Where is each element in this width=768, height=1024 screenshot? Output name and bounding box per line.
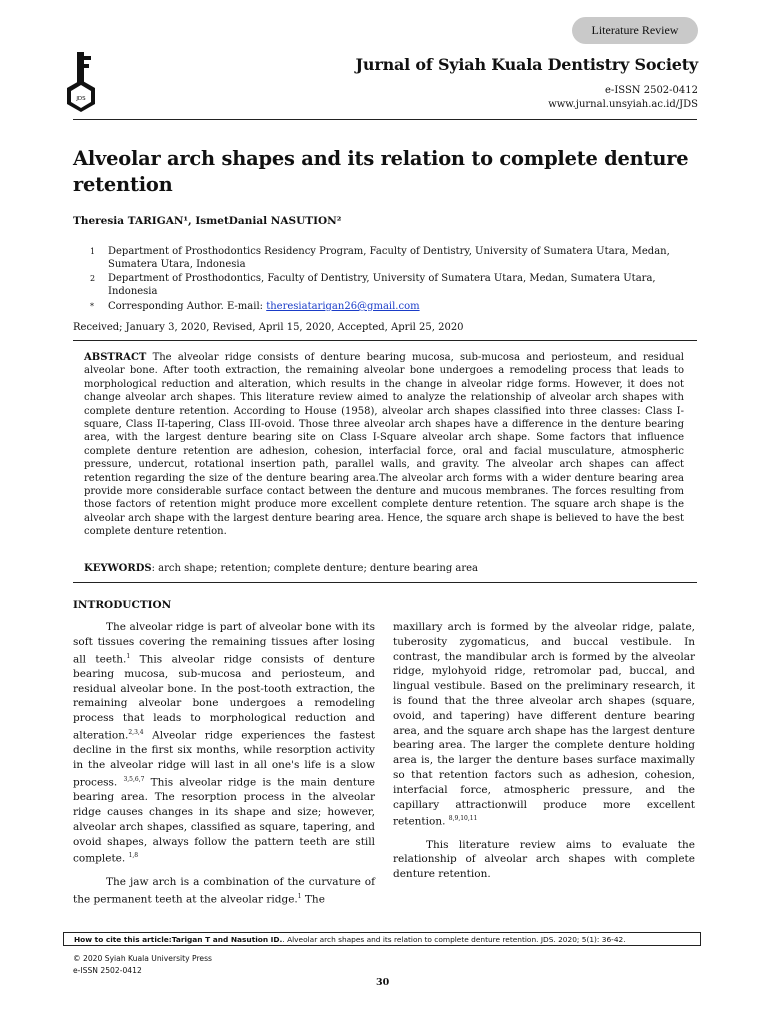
logo-text: JDS: [76, 96, 86, 102]
affiliation-text: Department of Prosthodontics, Faculty of Dentistry, University of Sumatera Utara, Medan, Sumatera Utara, Indonesia: [108, 273, 656, 297]
affiliation-2: [90, 272, 700, 298]
section-heading-introduction: INTRODUCTION: [73, 599, 172, 611]
citation-box: [63, 932, 701, 946]
abstract-label: ABSTRACT: [84, 352, 147, 363]
citation: 2,3,4: [128, 729, 144, 737]
citation: 1: [297, 892, 302, 900]
corresponding-author: [90, 300, 700, 314]
cite-text: . Alveolar arch shapes and its relation to complete denture retention. JDS. 2020; 5(1): 36-42.: [282, 935, 626, 944]
page-number: 30: [376, 977, 390, 988]
affiliation-number: 1: [90, 247, 96, 256]
email-link[interactable]: theresiatarigan26@gmail.com: [266, 301, 420, 312]
journal-url: www.jurnal.unsyiah.ac.id/JDS: [548, 99, 698, 110]
abstract-top-divider: [73, 340, 697, 341]
paragraph: This literature review aims to evaluate the relationship of alveolar arch shapes with complete denture retention.: [393, 838, 695, 881]
journal-eissn: e-ISSN 2502-0412: [605, 85, 698, 96]
keywords-label: KEYWORDS: [84, 563, 152, 574]
journal-key-logo-icon: [66, 50, 100, 112]
citation: 8,9,10,11: [448, 815, 478, 823]
abstract-text: The alveolar ridge consists of denture bearing mucosa, sub-mucosa and periosteum, and residual alveolar bone. After tooth extraction, the remaining alveolar bone undergoes a remodeling process that leads to morphological reduction and alteration, which results in the change in alveolar ridge forms. However, it does not change alveolar arch shapes. This literature review aimed to analyze the relationship of alveolar arch shapes with complete denture retention. According to House (1958), alveolar arch shapes classified into three classes: Class I-square, Class II-tapering, Class III-ovoid. Those three alveolar arch shapes have a difference in the denture bearing area, with the largest denture bearing site on Class I-Square alveolar arch shape. Some factors that influence complete denture retention are adhesion, cohesion, interfacial force, oral and facial musculature, atmospheric pressure, undercut, rotational insertion path, parallel walls, and gravity. The alveolar arch shapes can affect retention regarding the size of the denture bearing area.The alveolar arch forms with a wider denture bearing area provide more considerable surface contact between the denture and mucous membranes. The forces resulting from those factors of retention might produce more excellent complete denture retention. The square arch shape is the alveolar arch shape with the largest denture bearing area. Hence, the square arch shape is believed to have the best complete denture retention.: [84, 352, 684, 538]
paragraph: The alveolar ridge is part of alveolar bone with its soft tissues covering the remaining tissues after losing all teeth.$^1$ This alveolar ridge consists of denture bearing mucosa, sub-mucosa and periosteum, and residual alveolar bone. In the post-tooth extraction, the remaining alveolar bone undergoes a remodeling process that leads to morphological reduction and alteration.$^{2,3,4}$ Alveolar ridge experiences the fastest decline in the first six months, while resorption activity in the alveolar ridge will last in all one's life is a slow process. $^{3,5,6,7}$ This alveolar ridge is the main denture bearing area. The resorption process in the alveolar ridge causes changes in its shape and size; however, alveolar arch shapes, classified as square, tapering, and ovoid shapes, always follow the pattern teeth are still complete. $^{1,8}$: [73, 621, 376, 865]
article-authors: Theresia TARIGAN¹, IsmetDanial NASUTION²: [73, 215, 342, 227]
article-title: Alveolar arch shapes and its relation to complete denture retention: [73, 147, 689, 196]
copyright: © 2020 Syiah Kuala University Press: [73, 954, 213, 963]
citation: 1,8: [128, 852, 139, 860]
corresponding-label: Corresponding Author. E-mail:: [108, 301, 267, 312]
abstract: [84, 351, 684, 539]
body-column-right: [393, 620, 695, 882]
affiliation-number: *: [90, 302, 94, 311]
received-dates: Received; January 3, 2020, Revised, April 15, 2020, Accepted, April 25, 2020: [73, 322, 464, 333]
affiliation-text: Department of Prosthodontics Residency Program, Faculty of Dentistry, University of Sumatera Utara, Medan, Sumatera Utara, Indonesia: [108, 246, 670, 270]
cite-label: How to cite this article:: [74, 935, 172, 944]
citation: 1: [126, 652, 131, 660]
footer-eissn: e-ISSN 2502-0412: [73, 966, 142, 975]
paragraph: maxillary arch is formed by the alveolar ridge, palate, tuberosity zygomaticus, and buccal vestibule. In contrast, the mandibular arch is formed by the alveolar ridge, mylohyoid ridge, retromolar pad, buccal, and lingual vestibule. Based on the preliminary research, it is found that the three alveolar arch shapes (square, ovoid, and tapering) have different denture bearing area, and the square arch shape has the largest denture bearing area. The larger the complete denture holding area is, the larger the denture bases surface maximally so that retention factors such as adhesion, cohesion, interfacial force, atmospheric pressure, and the capillary attractionwill produce more excellent retention. $^{8,9,10,11}$: [393, 621, 695, 828]
affiliation-1: [90, 245, 700, 271]
abstract-bottom-divider: [73, 582, 697, 583]
article-type-badge: Literature Review: [572, 17, 698, 44]
header-divider: [73, 119, 697, 120]
body-column-left: [73, 620, 375, 907]
affiliation-number: 2: [90, 274, 96, 283]
paragraph: The jaw arch is a combination of the curvature of the permanent teeth at the alveolar ridge.$^1$ The: [73, 875, 375, 906]
cite-authors: Tarigan T and Nasution ID.: [171, 935, 283, 944]
keywords: [84, 563, 684, 574]
journal-meta: [548, 84, 698, 112]
journal-title: Jurnal of Syiah Kuala Dentistry Society: [355, 55, 698, 74]
keywords-text: : arch shape; retention; complete denture; denture bearing area: [151, 563, 479, 574]
citation: 3,5,6,7: [123, 775, 145, 783]
